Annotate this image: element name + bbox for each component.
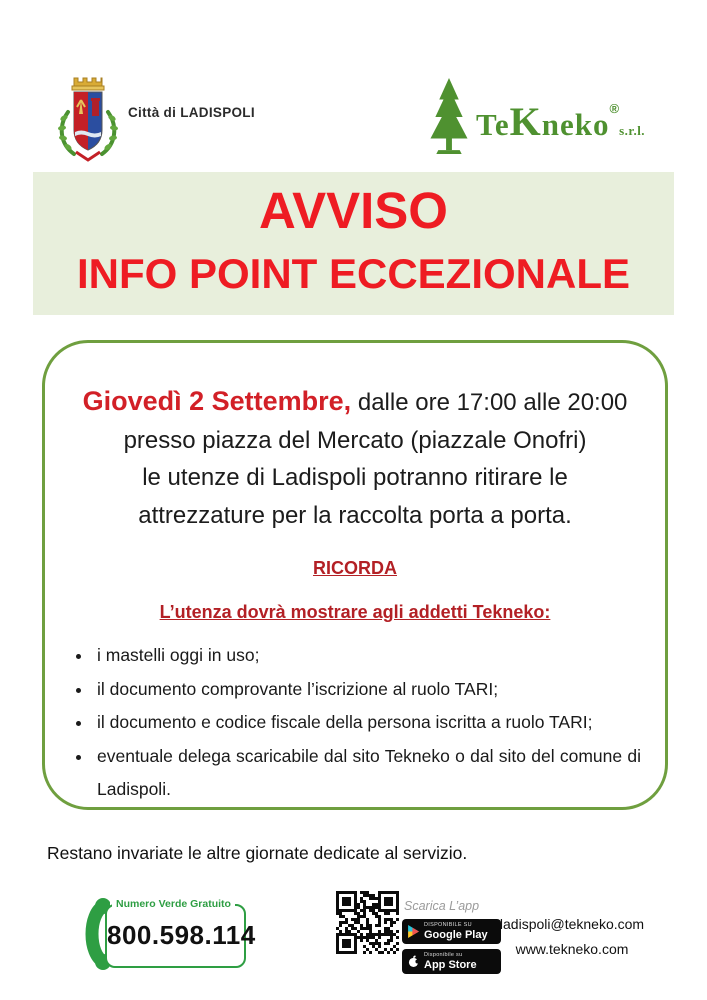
google-play-badge: DISPONIBILE SU Google Play bbox=[402, 919, 501, 944]
srl-suffix: s.r.l. bbox=[619, 123, 646, 138]
event-place: presso piazza del Mercato (piazzale Onofri) bbox=[123, 426, 587, 454]
reminder-subtitle: L’utenza dovrà mostrare agli addetti Tekneko: bbox=[159, 602, 551, 622]
city-label: Città di LADISPOLI bbox=[128, 105, 255, 120]
contact-info bbox=[492, 912, 652, 962]
list-item: • i mastelli oggi in uso; bbox=[93, 639, 641, 673]
event-date: Giovedì 2 Settembre, bbox=[82, 386, 352, 416]
list-item: • il documento comprovante l’iscrizione al ruolo TARI; bbox=[93, 673, 641, 707]
pine-tree-icon bbox=[428, 78, 470, 156]
toll-free-box bbox=[105, 898, 256, 968]
app-store-badge: Disponibile su App Store bbox=[402, 949, 501, 974]
ladispoli-crest-icon bbox=[54, 74, 122, 166]
requirements-list bbox=[71, 639, 641, 807]
list-item: • il documento e codice fiscale della persona iscritta a ruolo TARI; bbox=[93, 706, 641, 740]
list-item: • eventuale delega scaricabile dal sito Tekneko o dal sito del comune di Ladispoli. bbox=[93, 740, 641, 807]
toll-free-label: Numero Verde Gratuito bbox=[112, 898, 235, 910]
reminder-title: RICORDA bbox=[313, 558, 397, 578]
event-time: dalle ore 17:00 alle 20:00 bbox=[351, 389, 628, 416]
footnote: Restano invariate le altre giornate dedicate al servizio. bbox=[47, 843, 468, 863]
tekneko-logo bbox=[428, 76, 678, 158]
notice-banner bbox=[33, 172, 674, 315]
banner-title: AVVISO bbox=[259, 182, 448, 239]
contact-website: www.tekneko.com bbox=[515, 941, 629, 957]
notice-body bbox=[73, 383, 637, 534]
notice-box bbox=[42, 340, 668, 810]
registered-mark: ® bbox=[609, 101, 620, 116]
google-play-icon bbox=[408, 925, 419, 938]
contact-email: ladispoli@tekneko.com bbox=[499, 916, 645, 932]
event-info-1: le utenze di Ladispoli potranno ritirare le bbox=[142, 464, 568, 491]
banner-subtitle: INFO POINT ECCEZIONALE bbox=[76, 250, 630, 297]
toll-free-number: 800.598.114 bbox=[107, 920, 256, 950]
event-info-2: attrezzature per la raccolta porta a porta. bbox=[138, 501, 572, 529]
tekneko-wordmark: TeKneko®s.r.l. bbox=[476, 99, 646, 144]
apple-icon bbox=[408, 955, 419, 968]
qr-code bbox=[336, 891, 399, 954]
app-download-title: Scarica L’app bbox=[404, 899, 480, 913]
